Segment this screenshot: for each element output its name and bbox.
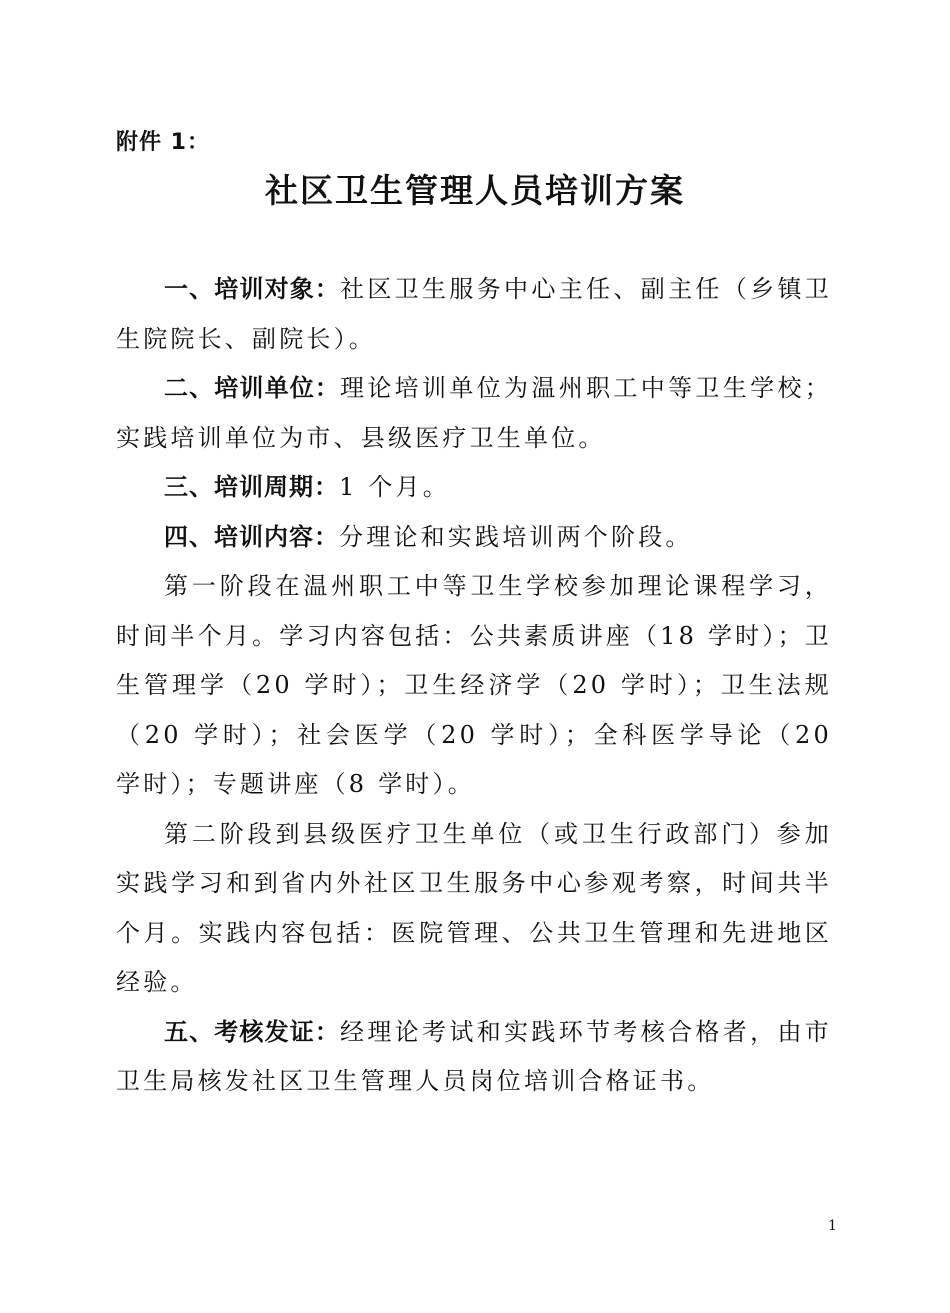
section-text: 社区卫生服务中心主任、副主任（乡镇卫生院院长、副院长）。 — [116, 275, 833, 353]
section-text: 分理论和实践培训两个阶段。 — [339, 522, 693, 551]
section-training-period — [116, 463, 832, 513]
paragraph-phase-one — [116, 562, 832, 810]
section-assessment-certification — [116, 1008, 832, 1107]
page-title: 社区卫生管理人员培训方案 — [265, 171, 685, 210]
page-number: 1 — [828, 1218, 837, 1234]
paragraph-text: 第二阶段到县级医疗卫生单位（或卫生行政部门）参加实践学习和到省内外社区卫生服务中心参观考察，时间共半个月。实践内容包括：医院管理、公共卫生管理和先进地区经验。 — [116, 819, 832, 996]
paragraph-phase-two — [116, 810, 832, 1008]
section-heading: 五、考核发证： — [164, 1017, 340, 1046]
section-text: 1 个月。 — [339, 473, 450, 501]
section-text: 经理论考试和实践环节考核合格者，由市卫生局核发社区卫生管理人员岗位培训合格证书。 — [116, 1017, 833, 1095]
section-heading: 三、培训周期： — [164, 473, 339, 501]
paragraph-text: 第一阶段在温州职工中等卫生学校参加理论课程学习，时间半个月。学习内容包括：公共素质讲座（18 学时）；卫生管理学（20 学时）；卫生经济学（20 学时）；卫生法规（20 学时）；社会医学（20 学时）；全科医学导论（20 学时）；专题讲座（8 学时）。 — [116, 572, 832, 798]
section-training-target — [116, 265, 832, 364]
section-heading: 四、培训内容： — [164, 522, 339, 551]
section-training-unit — [116, 364, 832, 463]
attachment-label: 附件 1： — [116, 130, 210, 155]
section-training-content — [116, 513, 832, 563]
section-heading: 二、培训单位： — [164, 374, 340, 402]
document-body — [116, 265, 832, 1107]
section-text: 理论培训单位为温州职工中等卫生学校；实践培训单位为市、县级医疗卫生单位。 — [116, 374, 833, 452]
section-heading: 一、培训对象： — [164, 275, 340, 303]
